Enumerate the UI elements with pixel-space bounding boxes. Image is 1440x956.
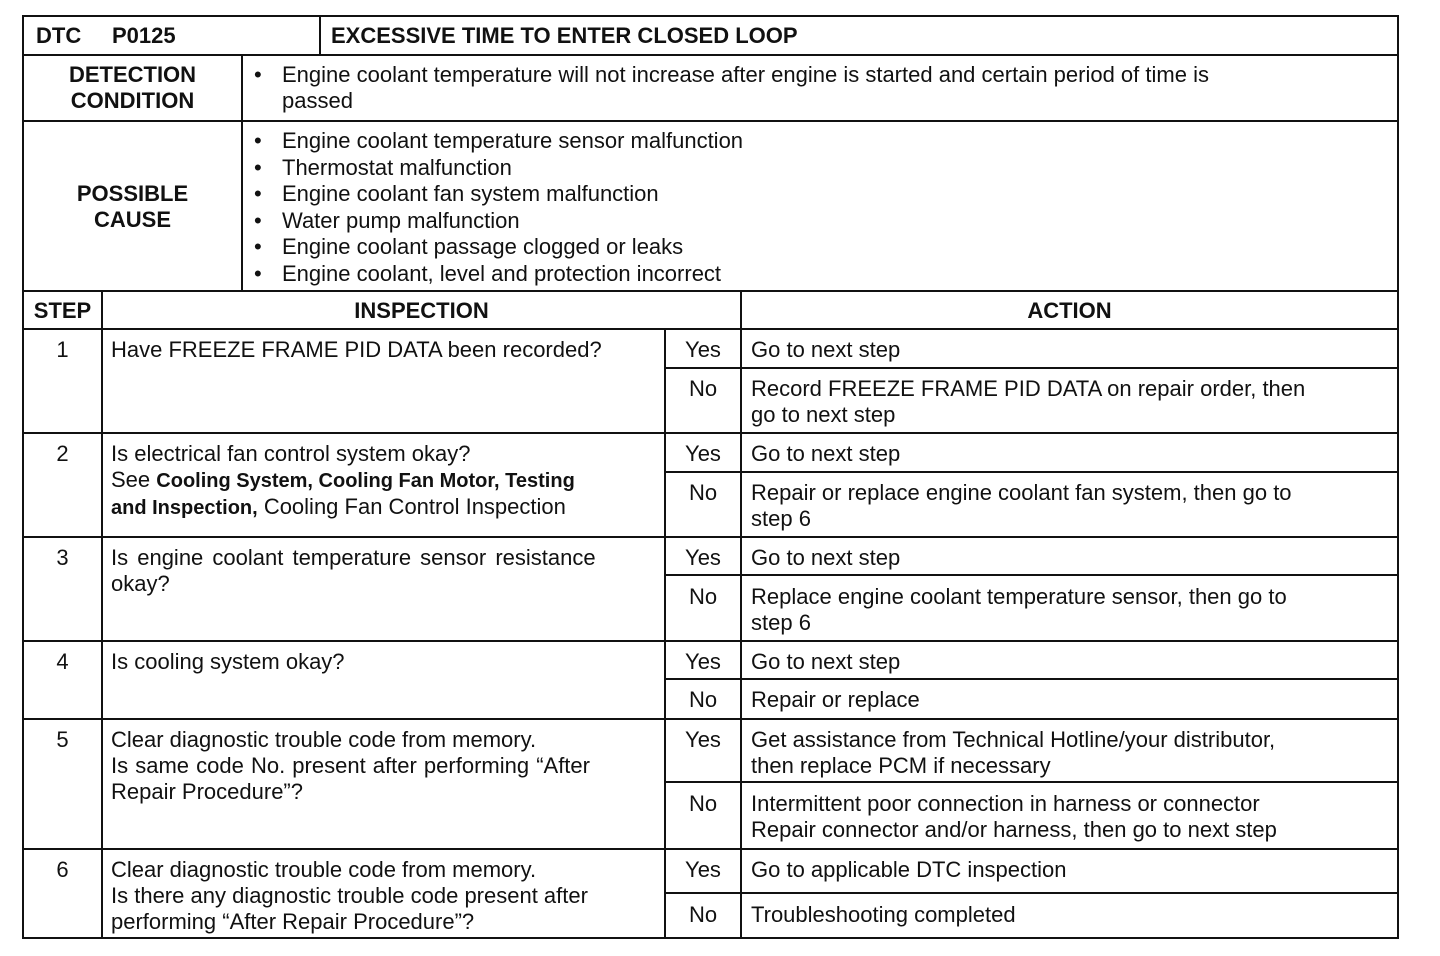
rule-step3-yesno: [664, 574, 1397, 576]
rule-step1-bottom: [24, 432, 1397, 434]
see-prefix: See: [111, 467, 151, 492]
cause-item: • Engine coolant fan system malfunction: [244, 181, 1394, 208]
rule-step6-yesno: [664, 892, 1397, 894]
cause-item: • Thermostat malfunction: [244, 155, 1394, 182]
detection-item: [244, 62, 1394, 114]
action-line: Get assistance from Technical Hotline/your distributor,: [751, 727, 1276, 752]
step-number: 4: [56, 649, 69, 674]
action-line: Replace engine coolant temperature sensor, then go to: [751, 584, 1287, 609]
no-action: [751, 687, 1391, 713]
see-reference: Cooling System, Cooling Fan Motor, Testing: [156, 470, 575, 492]
rule-step5-yesno: [664, 781, 1397, 783]
action-line: go to next step: [751, 402, 896, 427]
no-action: [751, 376, 1391, 428]
yes-label: Yes: [685, 337, 721, 362]
no-label: No: [688, 791, 718, 816]
yes-label: Yes: [685, 441, 721, 466]
inspection-line: Is there any diagnostic trouble code present after: [111, 883, 588, 908]
see-reference: and Inspection,: [111, 497, 258, 519]
action-line: Intermittent poor connection in harness or connector: [751, 791, 1260, 816]
cause-label-line1: POSSIBLE: [76, 181, 189, 206]
rule-detection-bottom: [24, 120, 1397, 122]
step-number: 3: [56, 545, 69, 570]
cause-list: [244, 128, 1394, 287]
inspection-line: Is same code No. present after performing “After: [111, 753, 590, 778]
rule-step5-bottom: [24, 848, 1397, 850]
detection-item-line1: • Engine coolant temperature will not increase after engine is started and certain period of time is: [282, 62, 1209, 87]
yes-action: [751, 727, 1391, 779]
no-label: No: [688, 480, 718, 505]
action-line: step 6: [751, 506, 811, 531]
no-action: [751, 791, 1391, 843]
rule-step-divider: [101, 290, 103, 937]
yes-action: [751, 545, 1391, 571]
inspection-line: performing “After Repair Procedure”?: [111, 909, 475, 934]
yes-action: [751, 441, 1391, 467]
action-line: Repair connector and/or harness, then go to next step: [751, 817, 1277, 842]
rule-step4-yesno: [664, 678, 1397, 680]
detection-label: [24, 62, 241, 114]
col-action-header: ACTION: [1027, 298, 1112, 323]
yes-label: Yes: [685, 857, 721, 882]
dtc-table: [22, 15, 1399, 939]
inspection-line: Have FREEZE FRAME PID DATA been recorded?: [111, 337, 602, 362]
detection-text: [244, 62, 1394, 114]
detection-label-line1: DETECTION: [68, 62, 197, 87]
rule-yesno-divider: [664, 328, 666, 937]
inspection-line: Is electrical fan control system okay?: [111, 441, 471, 466]
no-label: No: [688, 902, 718, 927]
see-reference-rest: Cooling Fan Control Inspection: [263, 494, 566, 519]
step-inspection: [111, 857, 661, 935]
action-line: Repair or replace engine coolant fan system, then go to: [751, 480, 1292, 505]
step-inspection: [111, 727, 661, 805]
rule-header-divider: [319, 17, 321, 54]
rule-step3-bottom: [24, 640, 1397, 642]
inspection-line: Clear diagnostic trouble code from memory.: [111, 857, 537, 882]
action-line: then replace PCM if necessary: [751, 753, 1051, 778]
col-inspection-header: INSPECTION: [354, 298, 489, 323]
inspection-line: okay?: [111, 571, 170, 596]
rule-action-divider: [740, 290, 742, 937]
dtc-label: DTC: [36, 23, 82, 48]
yes-action: [751, 857, 1391, 883]
yes-label: Yes: [685, 649, 721, 674]
yes-action: [751, 649, 1391, 675]
rule-cause-bottom: [24, 290, 1397, 292]
yes-action: [751, 337, 1391, 363]
cause-item: • Water pump malfunction: [244, 208, 1394, 235]
action-line: Go to applicable DTC inspection: [751, 857, 1067, 882]
inspection-line: [111, 494, 661, 521]
cause-item: • Engine coolant, level and protection incorrect: [244, 261, 1394, 288]
no-action: [751, 902, 1391, 928]
rule-step2-yesno: [664, 471, 1397, 473]
step-number: 6: [56, 857, 69, 882]
action-line: Repair or replace: [751, 687, 920, 712]
rule-colheader-bottom: [24, 328, 1397, 330]
dtc-code: P0125: [112, 23, 176, 48]
inspection-line: Clear diagnostic trouble code from memory.: [111, 727, 537, 752]
inspection-line: Repair Procedure”?: [111, 779, 303, 804]
step-number: 1: [56, 337, 69, 362]
no-label: No: [688, 376, 718, 401]
action-line: Go to next step: [751, 441, 901, 466]
inspection-line: Is engine coolant temperature sensor resistance: [111, 545, 596, 570]
rule-label-divider: [241, 54, 243, 290]
step-number: 5: [56, 727, 69, 752]
step-inspection: [111, 337, 661, 363]
inspection-line: Is cooling system okay?: [111, 649, 345, 674]
dtc-title: EXCESSIVE TIME TO ENTER CLOSED LOOP: [331, 23, 798, 48]
action-line: Record FREEZE FRAME PID DATA on repair order, then: [751, 376, 1306, 401]
detection-label-line2: CONDITION: [70, 88, 195, 113]
step-inspection: [111, 545, 661, 597]
step-inspection: [111, 649, 661, 675]
col-step-header: STEP: [33, 298, 92, 323]
cause-item: • Engine coolant passage clogged or leaks: [244, 234, 1394, 261]
rule-header-bottom: [24, 54, 1397, 56]
cause-label-line2: CAUSE: [93, 207, 171, 232]
yes-label: Yes: [685, 545, 721, 570]
step-number: 2: [56, 441, 69, 466]
rule-step4-bottom: [24, 718, 1397, 720]
action-line: Go to next step: [751, 545, 901, 570]
action-line: Troubleshooting completed: [751, 902, 1016, 927]
no-action: [751, 480, 1391, 532]
cause-label: [24, 181, 241, 233]
inspection-line: [111, 467, 661, 494]
cause-item: • Engine coolant temperature sensor malfunction: [244, 128, 1394, 155]
action-line: Go to next step: [751, 337, 901, 362]
step-inspection: [111, 441, 661, 521]
no-label: No: [688, 584, 718, 609]
rule-step2-bottom: [24, 536, 1397, 538]
no-label: No: [688, 687, 718, 712]
action-line: step 6: [751, 610, 811, 635]
yes-label: Yes: [685, 727, 721, 752]
action-line: Go to next step: [751, 649, 901, 674]
rule-step1-yesno: [664, 367, 1397, 369]
no-action: [751, 584, 1391, 636]
detection-item-line2: passed: [282, 88, 353, 113]
